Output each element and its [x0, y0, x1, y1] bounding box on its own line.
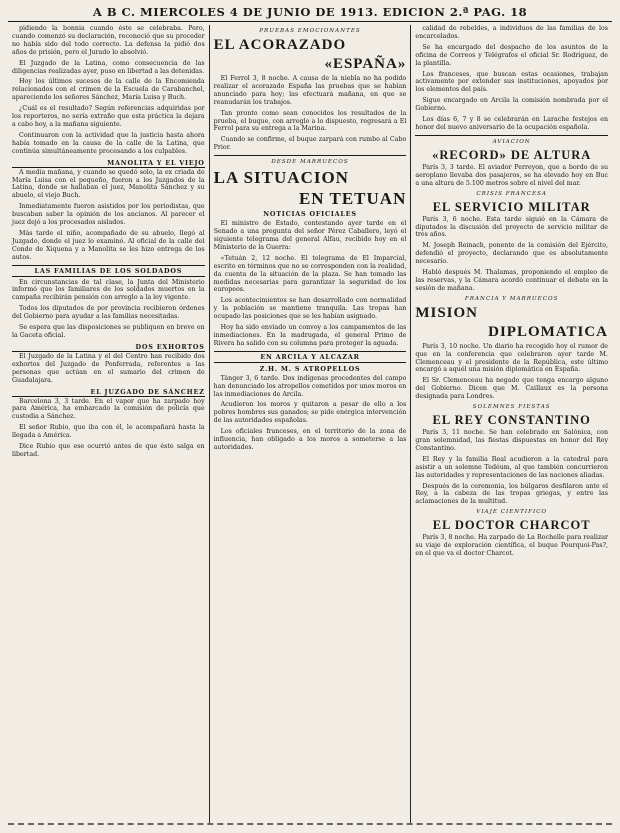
article-paragraph: Los oficiales franceses, en el territorio de la zona de influencia, han obligado a los moros a someterse a las autoridades.: [213, 428, 407, 451]
article-paragraph: M. Joseph Reinach, ponente de la comisión del Ejército, defendió el proyecto, declarando que es absolutamente necesario.: [415, 242, 609, 266]
kicker: PRUEBAS EMOCIONANTES: [259, 28, 361, 34]
article-paragraph: Hoy ha sido enviado un convoy a los campamentos de las inmediaciones. En la madrugada, el general Primo de Rivera ha salido con su columna para proteger la aguada.: [213, 324, 407, 347]
column-right: [410, 25, 612, 825]
kicker: AVIACION: [492, 138, 531, 145]
article-paragraph: En circunstancias de tal clase, la Junta del Ministerio informó que los familiares de los soldados muertos en la campaña recibirán pensión con arreglo a la ley vigente.: [12, 278, 205, 302]
headline: DIPLOMATICA: [488, 323, 609, 340]
columns: [8, 25, 612, 825]
section-heading: MANOLITA Y EL VIEJO: [12, 159, 205, 168]
headline: «RECORD» DE ALTURA: [432, 147, 592, 162]
article-paragraph: Después de la ceremonia, los búlgaros desfilaron ante el Rey, a la cabeza de las tropas griegas, y entre las aclamaciones de la multitud.: [415, 482, 609, 506]
article-paragraph: El Juzgado de la Latina, como consecuencia de las diligencias realizadas ayer, puso en libertad a las detenidas.: [12, 59, 205, 75]
kicker: SOLEMNES FIESTAS: [472, 404, 551, 411]
kicker: DESDE MARRUECOS: [271, 159, 349, 166]
article-paragraph: Habló después M. Thalamas, proponiendo el empleo de las reservas, y la Cámara acordó continuar el debate en la sesión de mañana.: [415, 269, 609, 292]
headline: LA SITUACION: [213, 168, 349, 188]
divider: [214, 155, 407, 156]
article-paragraph: Cuando se confirme, el buque zarpará con rumbo al Cabo Prior.: [213, 136, 407, 152]
article-paragraph: El Sr. Clemenceau ha negado que tenga encargo alguno del Gobierno. Dicen que M. Caillaux es la persona designada para Londres.: [415, 377, 609, 401]
article-paragraph: Acudieron los moros y quitaron a pesar de ello a los pobres hombres sus ganados; se pide enérgica intervención de las autoridades españolas.: [213, 401, 407, 425]
article-paragraph: Los acontecimientos se han desarrollado con normalidad y la población se mantiene tranquila. Las tropas han ocupado las posiciones que se les habían asignado.: [213, 297, 407, 321]
column-center: [209, 25, 411, 825]
article-paragraph: Hoy los últimos sucesos de la calle de la Encomienda relacionados con el crimen de la Escuela de Carabanchel, apareciendo los señores Sánchez, María Luisa y Buch.: [12, 78, 205, 102]
article-paragraph: París 3, 11 noche. Se han celebrado en Salónica, con gran solemnidad, las fiestas dispuestas en honor del Rey Constantino.: [415, 429, 609, 452]
article-paragraph: París 3, 8 noche. Ha zarpado de La Rochelle para realizar su viaje de exploración científica, el buque Pourquoi-Pas?, en el que va el doctor Charcot.: [415, 534, 609, 558]
kicker: VIAJE CIENTIFICO: [476, 509, 548, 516]
headline: EL REY CONSTANTINO: [432, 413, 591, 428]
article-paragraph: El Juzgado de la Latina y el del Centro han recibido dos exhortos del Juzgado de Ponferrada, referentes a las personas que actúan en el sumario del crimen de Guadalajara.: [12, 352, 205, 384]
section-heading: LAS FAMILIAS DE LOS SOLDADOS: [12, 265, 205, 277]
article-paragraph: Todos los diputados de por provincia recibieron órdenes del Gobierno para ayudar a las familias necesitadas.: [12, 305, 205, 321]
article-paragraph: calidad de rebeldes, a individuos de las familias de los encarcelados.: [415, 25, 609, 40]
article-paragraph: Dice Rubio que ese ocurrió antes de que éste salga en libertad.: [12, 443, 205, 458]
article-paragraph: Se espera que las disposiciones se publiquen en breve en la Gaceta oficial.: [12, 324, 205, 339]
article-paragraph: «Tetuán 2, 12 noche. El telegrama de El Imparcial, escrito en términos que no se corresponden con la realidad, da cuenta de la situación de la plaza. Se han tomado las medidas necesarias para garantizar la seguridad de los europeos.: [213, 254, 407, 294]
article-paragraph: ¿Cuál es el resultado? Según referencias adquiridas por los reporteros, no sería extraño que esta práctica la dejara a cabo hoy, a la mañana siguiente.: [12, 105, 205, 128]
article-paragraph: París 3, 6 noche. Esta tarde siguió en la Cámara de diputados la discusión del proyecto de servicio militar de tres años.: [415, 215, 609, 239]
article-paragraph: Los días 6, 7 y 8 se celebrarán en Larache festejos en honor del nuevo aniversario de la ocupación española.: [415, 116, 609, 131]
headline: MISION: [415, 304, 479, 321]
article-paragraph: París 3, 10 noche. Un diario ha recogido hoy el rumor de que en la conferencia que celebraron ayer tarde M. Clemenceau y el presidente de la República, este último encargó a aquél una misión diplomática en España.: [415, 342, 609, 374]
kicker: FRANCIA Y MARRUECOS: [464, 295, 559, 302]
article-paragraph: Se ha encargado del despacho de los asuntos de la oficina de Correos y Telégrafos el oficial Sr. Rodríguez, de la plantilla.: [415, 43, 609, 67]
masthead-rule: [8, 21, 612, 22]
headline: EL DOCTOR CHARCOT: [432, 518, 591, 533]
article-paragraph: Sigue encargado en Arcila la comisión nombrada por el Gobierno.: [415, 97, 609, 113]
headline: EL ACORAZADO: [213, 37, 347, 53]
article-paragraph: Continuaron con la actividad que la justicia hasta ahora había tomado en la causa de la calle de la Latina, que continúa simultáneamente procesando a los culpables.: [12, 131, 205, 155]
subheading: Z.H. M. S ATROPELLOS: [259, 364, 361, 373]
masthead: A B C. MIERCOLES 4 DE JUNIO DE 1913. EDICION 2.ª PAG. 18: [92, 5, 528, 19]
article-paragraph: El señor Rubio, que iba con él, le acompañará hasta la llegada a América.: [12, 424, 205, 440]
article-paragraph: A media mañana, y cuando se quedó solo, la ex criada de María Luisa con el pequeño, fueron a los Juzgados de la Latina, donde se hallaban el juez, Manolita Sánchez y su abuelo, el viejo Buch.: [12, 168, 205, 200]
divider: [415, 135, 608, 136]
article-paragraph: Más tarde el niño, acompañado de su abuelo, llegó al Juzgado, donde el juez lo examinó. Al oficial de la calle del Conde de Xiquena y a Manolita se les hizo entrega de los autos.: [12, 229, 205, 261]
article-paragraph: Tánger 3, 6 tarde. Dos indígenas procedentes del campo han denunciado los atropellos cometidos por unos moros en las inmediaciones de Arcila.: [213, 374, 407, 398]
article-paragraph: Los franceses, que buscan estas ocasiones, trabajan activamente por extender sus instituciones, apoyados por los elementos del país.: [415, 70, 609, 94]
article-paragraph: Barcelona 3, 3 tarde. En el vapor que ha zarpado hoy para América, ha embarcado la comisión de policía que custodia a Sánchez.: [12, 397, 205, 421]
headline: EN TETUAN: [298, 189, 407, 209]
bottom-border: [8, 823, 612, 829]
subheading: NOTICIAS OFICIALES: [263, 210, 357, 219]
article-paragraph: pidiendo la bonnia cuando éste se celebraba. Pero, cuando comenzó su declaración, reconoció que su proceder no había sido del todo correcto. La defensa la pidió dos años de prisión, pero el Jurado lo absolvió.: [12, 25, 205, 56]
section-heading: EN ARCILA Y ALCAZAR: [214, 351, 407, 363]
article-paragraph: El Ferrol 3, 8 noche. A causa de la niebla no ha podido realizar el acorazado España las pruebas que se habían anunciado para hoy; las efectuará mañana, en que se reanudarán los trabajos.: [213, 75, 407, 106]
article-paragraph: Inmediatamente fueron asistidos por los periodistas, que buscaban saber la opinión de los ancianos. Al parecer el juez dejó a los procesados aislados.: [12, 203, 205, 227]
section-heading: EL JUZGADO DE SÁNCHEZ: [12, 388, 205, 397]
article-paragraph: El Rey y la familia Real acudieron a la catedral para asistir a un solemne Tedéum, al que también concurrieron las autoridades y representaciones de las naciones aliadas.: [415, 455, 609, 479]
kicker: CRISIS FRANCESA: [476, 190, 547, 197]
column-left: [8, 25, 209, 825]
article-paragraph: París 3, 3 tarde. El aviador Perreyon, que a bordo de su aeroplano llevaba dos pasajeros, se ha elevado hoy en Buc a una altura de 5.100 metros sobre el nivel del mar.: [415, 163, 609, 187]
headline: «ESPAÑA»: [324, 56, 407, 72]
article-paragraph: Tan pronto como sean conocidos los resultados de la prueba, el buque, con arreglo a lo dispuesto, regresará a El Ferrol para su entrega a la Marina.: [213, 109, 407, 133]
headline: EL SERVICIO MILITAR: [432, 199, 591, 214]
article-paragraph: El ministro de Estado, contestando ayer tarde en el Senado a una pregunta del señor Pérez Caballero, leyó el siguiente telegrama del general Alfau, recibido hoy en el Ministerio de la Guerra:: [213, 220, 407, 251]
section-heading: DOS EXHORTOS: [12, 343, 205, 352]
